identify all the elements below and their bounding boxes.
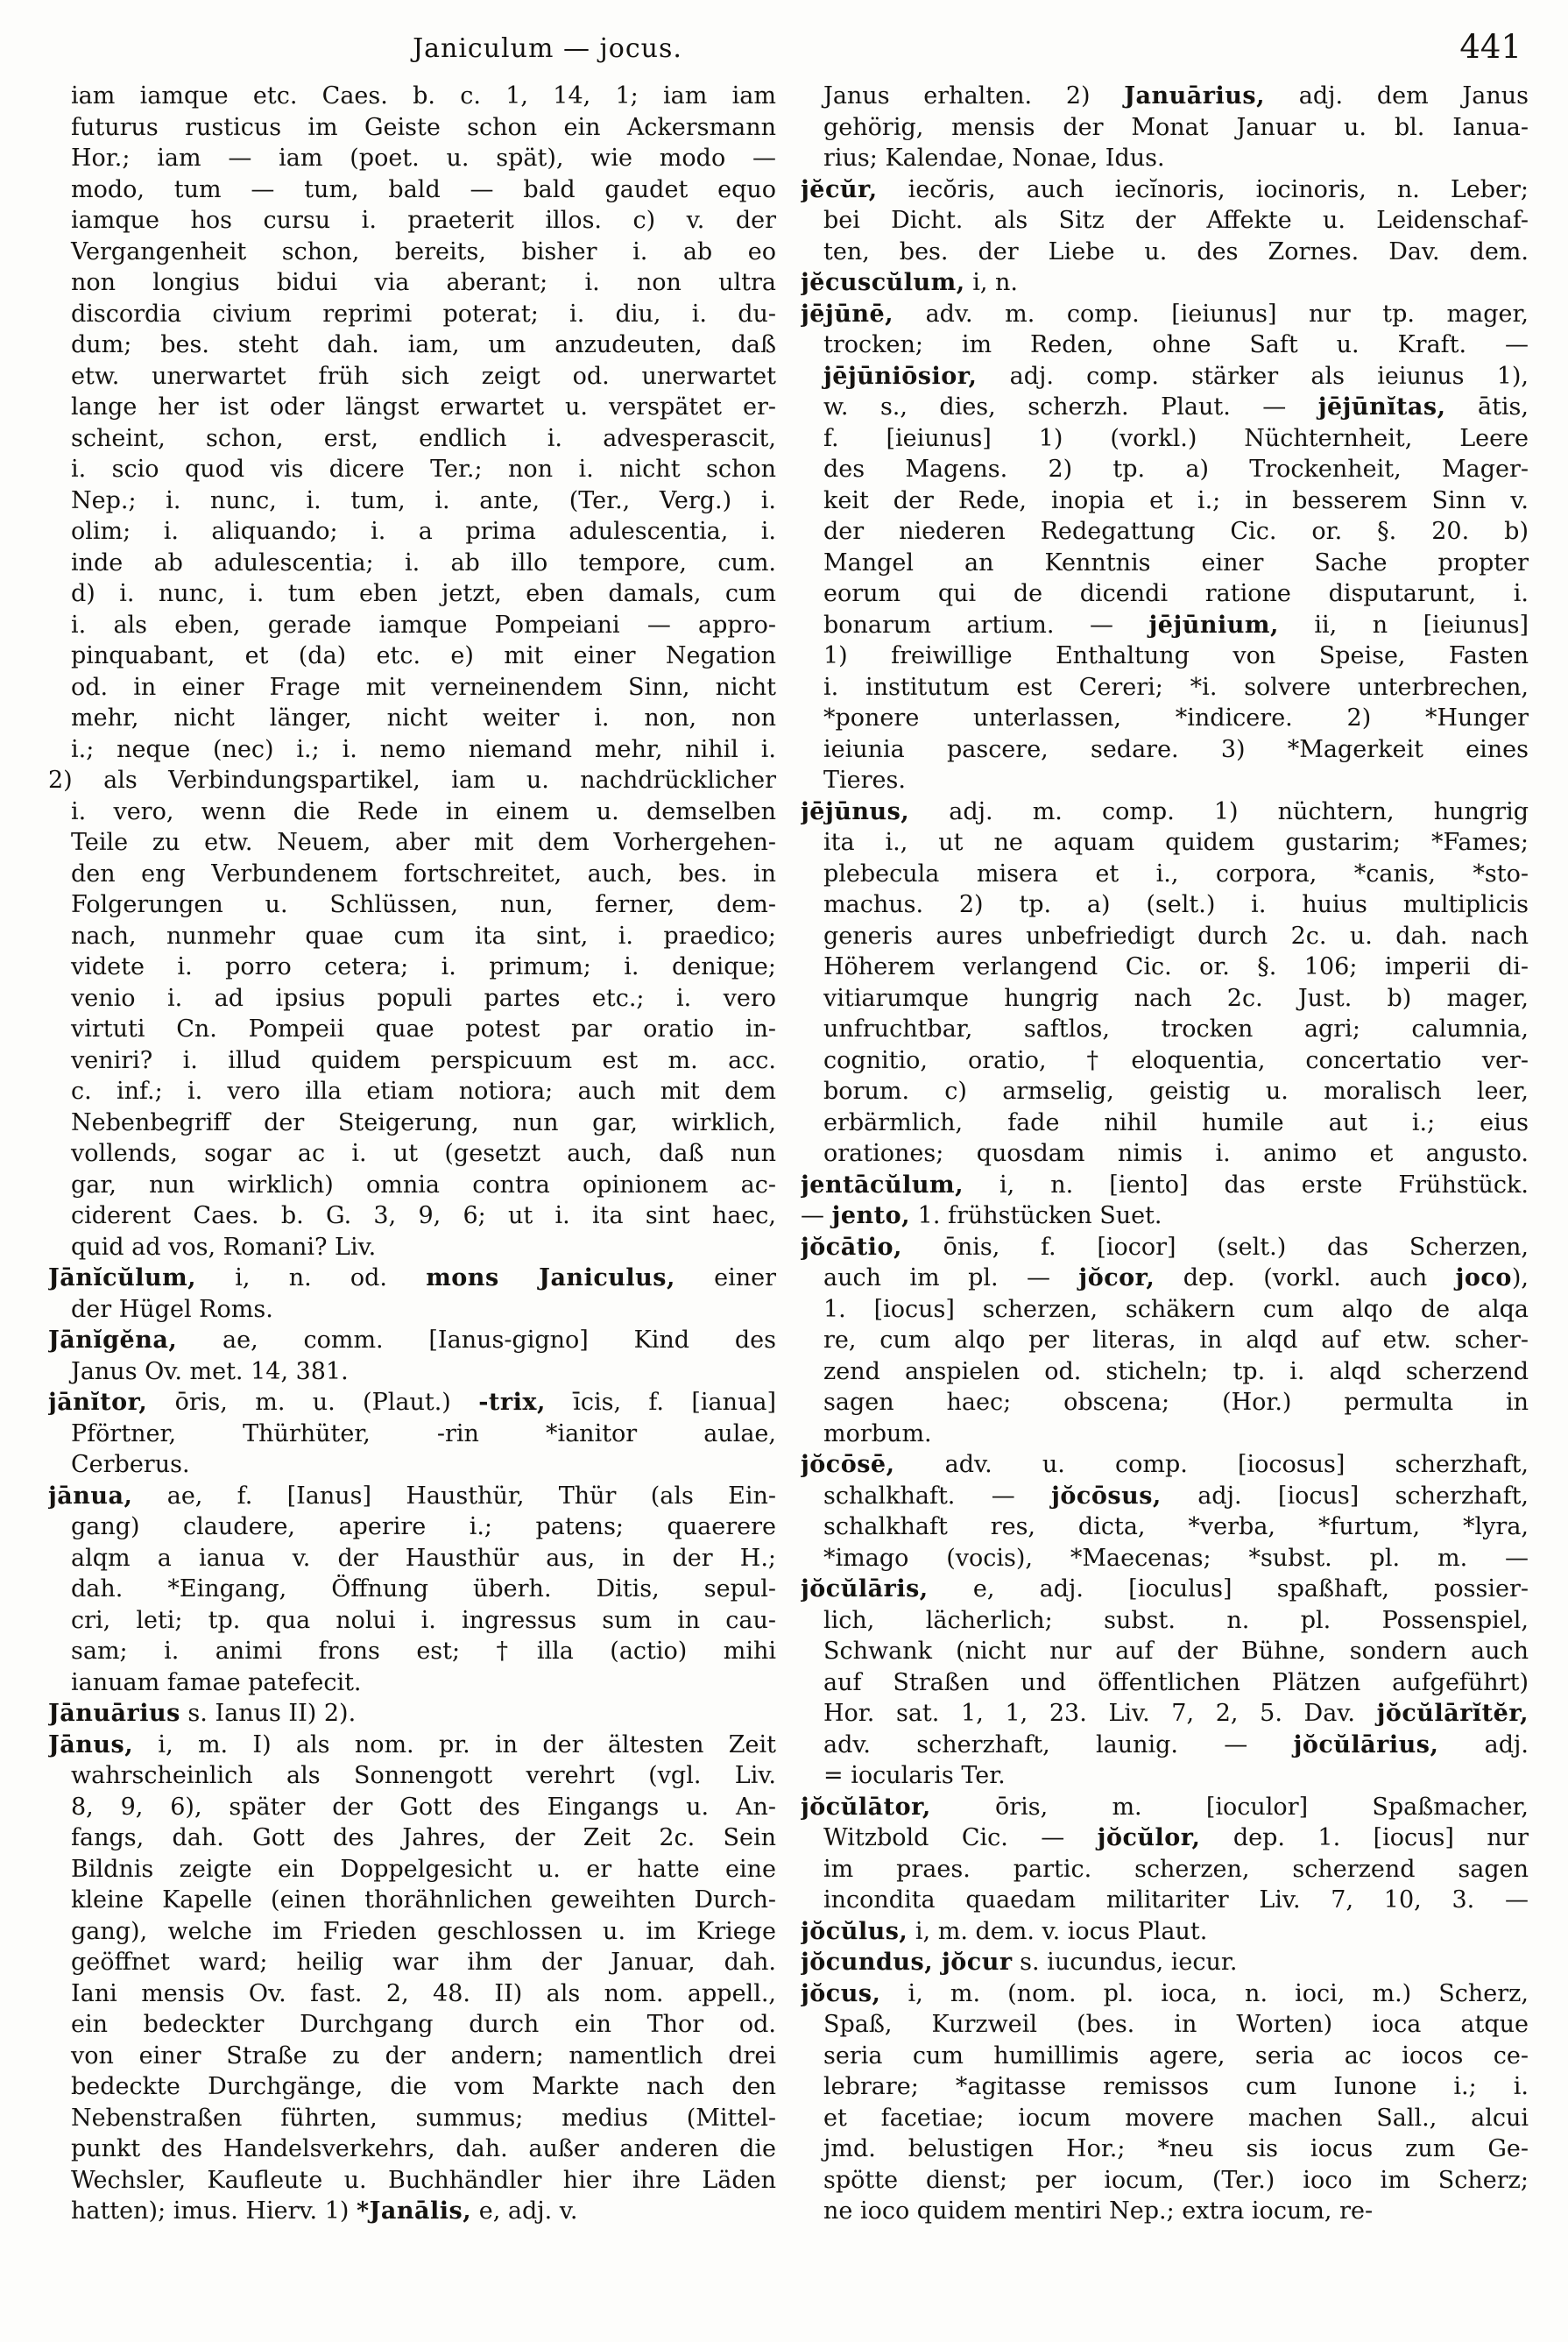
text-line: lebrare; *agitasse remissos cum Iunone i.; i. xyxy=(823,2073,1529,2100)
text-line: *imago (vocis), *Maecenas; *subst. pl. m. — xyxy=(823,1544,1529,1572)
text-line: auf Straßen und öffentlichen Plätzen aufgeführt) xyxy=(823,1668,1529,1696)
text-line: gehörig, mensis der Monat Januar u. bl. Ianua- xyxy=(823,113,1529,141)
page-header xyxy=(48,23,1529,74)
text-line: von einer Straße zu der andern; namentlich drei xyxy=(71,2041,776,2070)
text-line: zend anspielen od. sticheln; tp. i. alqd scherzend xyxy=(823,1357,1529,1385)
text-line: machus. 2) tp. a) (selt.) i. huius multiplicis xyxy=(823,891,1529,918)
text-line: f. [ieiunus] 1) (vorkl.) Nüchternheit, Leere xyxy=(823,424,1529,452)
text-line: jŏcundus, jŏcur s. iucundus, iecur. xyxy=(801,1949,1238,1976)
text-line: auch im pl. — jŏcor, dep. (vorkl. auch joco), xyxy=(823,1264,1529,1291)
text-line: non longius bidui via aberant; i. non ultra xyxy=(71,269,776,296)
text-line: erbärmlich, fade nihil humile aut i.; eius xyxy=(823,1108,1529,1136)
text-line: iam iamque etc. Caes. b. c. 1, 14, 1; iam iam xyxy=(71,82,776,110)
text-line: Spaß, Kurzweil (bes. in Worten) ioca atque xyxy=(823,2011,1529,2038)
text-line: bei Dicht. als Sitz der Affekte u. Leidenschaf- xyxy=(823,207,1529,234)
text-line: adv. scherzhaft, launig. — jŏcŭlārius, adj. xyxy=(823,1730,1529,1758)
text-line: jĕcŭr, iecŏris, auch iecĭnoris, iocinoris, n. Leber; xyxy=(801,175,1529,203)
text-line: virtuti Cn. Pompeii quae potest par oratio in- xyxy=(71,1015,776,1043)
text-line: Jānĭcŭlum, i, n. od. mons Janiculus, einer xyxy=(48,1264,776,1291)
text-line: olim; i. aliquando; i. a prima adulescentia, i. xyxy=(71,518,776,545)
text-line: futurus rusticus im Geiste schon ein Ackersmann xyxy=(71,113,776,141)
text-line: ieiunia pascere, sedare. 3) *Magerkeit eines xyxy=(823,735,1529,763)
text-line: od. in einer Frage mit verneinendem Sinn, nicht xyxy=(71,673,776,701)
text-line: *ponere unterlassen, *indicere. 2) *Hunger xyxy=(823,704,1529,732)
text-line: Schwank (nicht nur auf der Bühne, sondern auch xyxy=(823,1638,1529,1665)
text-line: spötte dienst; per iocum, (Ter.) ioco im Scherz; xyxy=(823,2166,1529,2194)
text-line: — jento, 1. frühstücken Suet. xyxy=(801,1202,1162,1229)
text-line: 1. [iocus] scherzen, schäkern cum alqo de alqa xyxy=(823,1295,1529,1323)
text-line: w. s., dies, scherzh. Plaut. — jējūnĭtas, ātis, xyxy=(823,393,1529,421)
text-line: Janus erhalten. 2) Januārius, adj. dem Janus xyxy=(823,82,1529,110)
text-line: lich, lächerlich; subst. n. pl. Possenspiel, xyxy=(823,1606,1529,1634)
text-line: jānua, ae, f. [Ianus] Hausthür, Thür (als Ein- xyxy=(48,1482,776,1510)
text-line: Cerberus. xyxy=(71,1451,190,1478)
running-head: Janiculum — jocus. xyxy=(413,33,682,64)
text-line: Iani mensis Ov. fast. 2, 48. II) als nom. appell., xyxy=(71,1979,776,2007)
text-line: den eng Verbundenem fortschreitet, auch, bes. in xyxy=(71,860,776,888)
text-line: Höherem verlangend Cic. or. §. 106; imperii di- xyxy=(823,953,1529,980)
text-line: d) i. nunc, i. tum eben jetzt, eben damals, cum xyxy=(71,580,776,607)
text-line: jŏcŭlātor, ōris, m. [ioculor] Spaßmacher, xyxy=(801,1793,1529,1821)
text-line: ne ioco quidem mentiri Nep.; extra iocum, re- xyxy=(823,2197,1374,2225)
text-line: Folgerungen u. Schlüssen, nun, ferner, dem- xyxy=(71,891,776,918)
text-line: alqm a ianua v. der Hausthür aus, in der H.; xyxy=(71,1544,776,1572)
text-line: et facetiae; iocum movere machen Sall., alcui xyxy=(823,2104,1529,2132)
text-line: ten, bes. der Liebe u. des Zornes. Dav. dem. xyxy=(823,237,1529,265)
text-line: dah. *Eingang, Öffnung überh. Ditis, sepul- xyxy=(71,1575,776,1603)
text-line: Hor. sat. 1, 1, 23. Liv. 7, 2, 5. Dav. jŏcŭlārĭtĕr, xyxy=(823,1700,1529,1727)
text-line: etw. unerwartet früh sich zeigt od. unerwartet xyxy=(71,362,776,390)
text-line: ein bedeckter Durchgang durch ein Thor od. xyxy=(71,2011,776,2038)
text-line: jŏcŭlāris, e, adj. [ioculus] spaßhaft, possier- xyxy=(801,1575,1529,1603)
text-line: videte i. porro cetera; i. primum; i. denique; xyxy=(71,953,776,980)
text-line: ita i., ut ne aquam quidem gustarim; *Fames; xyxy=(823,829,1529,856)
text-line: 2) als Verbindungspartikel, iam u. nachdrücklicher xyxy=(48,767,776,794)
text-line: geöffnet ward; heilig war ihm der Januar, dah. xyxy=(71,1949,776,1976)
text-line: i. scio quod vis dicere Ter.; non i. nicht schon xyxy=(71,456,776,483)
text-line: jmd. belustigen Hor.; *neu sis iocus zum Ge- xyxy=(823,2135,1529,2162)
text-line: re, cum alqo per literas, in alqd auf etw. scher- xyxy=(823,1327,1529,1354)
text-line: Tieres. xyxy=(823,767,906,794)
text-line: plebecula misera et i., corpora, *canis, *sto- xyxy=(823,860,1529,888)
text-line: borum. c) armselig, geistig u. moralisch leer, xyxy=(823,1078,1529,1105)
text-line: Pförtner, Thürhüter, -rin *ianitor aulae, xyxy=(71,1419,776,1447)
text-line: gang) claudere, aperire i.; patens; quaerere xyxy=(71,1513,776,1540)
text-line: unfruchtbar, saftlos, trocken agri; calumnia, xyxy=(823,1015,1529,1043)
text-line: pinquabant, et (da) etc. e) mit einer Negation xyxy=(71,642,776,669)
text-line: nach, nunmehr quae cum ita sint, i. praedico; xyxy=(71,922,776,950)
text-line: Jānĭgĕna, ae, comm. [Ianus-gigno] Kind des xyxy=(48,1327,776,1354)
page-number: 441 xyxy=(1459,28,1522,66)
text-line: jĕcuscŭlum, i, n. xyxy=(801,269,1019,296)
text-line: Nebenstraßen führten, summus; medius (Mittel- xyxy=(71,2104,776,2132)
text-line: scheint, schon, erst, endlich i. advesperascit, xyxy=(71,424,776,452)
text-line: Mangel an Kenntnis einer Sache propter xyxy=(823,548,1529,577)
text-line: punkt des Handelsverkehrs, dah. außer anderen die xyxy=(71,2135,776,2162)
text-line: generis aures unbefriedigt durch 2c. u. dah. nach xyxy=(823,922,1529,950)
text-line: discordia civium reprimi poterat; i. diu, i. du- xyxy=(71,300,776,328)
text-line: 1) freiwillige Enthaltung von Speise, Fasten xyxy=(823,642,1529,669)
text-line: morbum. xyxy=(823,1419,932,1447)
text-line: i. institutum est Cereri; *i. solvere unterbrechen, xyxy=(823,673,1529,701)
text-line: Nebenbegriff der Steigerung, nun gar, wirklich, xyxy=(71,1108,776,1136)
text-line: Witzbold Cic. — jŏcŭlor, dep. 1. [iocus] nur xyxy=(823,1824,1529,1851)
text-line: orationes; quosdam nimis i. animo et angusto. xyxy=(823,1140,1529,1167)
text-line: Teile zu etw. Neuem, aber mit dem Vorhergehen- xyxy=(71,829,776,856)
text-line: der niederen Redegattung Cic. or. §. 20. b) xyxy=(823,518,1529,545)
text-line: seria cum humillimis agere, seria ac iocos ce- xyxy=(823,2041,1529,2070)
text-line: ianuam famae patefecit. xyxy=(71,1668,362,1696)
text-line: lange her ist oder längst erwartet u. verspätet er- xyxy=(71,393,776,421)
text-line: gang), welche im Frieden geschlossen u. im Kriege xyxy=(71,1917,776,1945)
text-line: cri, leti; tp. qua nolui i. ingressus sum in cau- xyxy=(71,1606,776,1634)
text-line: Wechsler, Kaufleute u. Buchhändler hier ihre Läden xyxy=(71,2166,776,2194)
text-line: jŏcŭlus, i, m. dem. v. iocus Plaut. xyxy=(801,1917,1208,1945)
text-line: jŏcus, i, m. (nom. pl. ioca, n. ioci, m.) Scherz, xyxy=(801,1979,1529,2007)
text-line: trocken; im Reden, ohne Saft u. Kraft. — xyxy=(823,331,1529,358)
text-line: jŏcōsē, adv. u. comp. [iocosus] scherzhaft, xyxy=(801,1451,1529,1478)
text-line: jējūnē, adv. m. comp. [ieiunus] nur tp. mager, xyxy=(801,300,1529,328)
text-line: Vergangenheit schon, bereits, bisher i. ab eo xyxy=(71,237,776,265)
text-line: jānĭtor, ōris, m. u. (Plaut.) -trix, īcis, f. [ianua] xyxy=(48,1389,776,1416)
text-line: Bildnis zeigte ein Doppelgesicht u. er hatte eine xyxy=(71,1855,776,1883)
text-line: i.; neque (nec) i.; i. nemo niemand mehr, nihil i. xyxy=(71,735,776,763)
text-line: im praes. partic. scherzen, scherzend sagen xyxy=(823,1855,1529,1883)
text-line: cognitio, oratio, †eloquentia, concertatio ver- xyxy=(823,1046,1529,1074)
column-right xyxy=(801,81,1529,2227)
text-line: eorum qui de dicendi ratione disputarunt, i. xyxy=(823,580,1529,607)
text-line: vollends, sogar ac i. ut (gesetzt auch, daß nun xyxy=(71,1140,776,1167)
text-line: i. als eben, gerade iamque Pompeiani — appro- xyxy=(71,611,776,639)
text-columns xyxy=(48,81,1529,2227)
text-line: quid ad vos, Romani? Liv. xyxy=(71,1233,377,1261)
text-line: jējūnus, adj. m. comp. 1) nüchtern, hungrig xyxy=(801,797,1529,825)
text-line: dum; bes. steht dah. iam, um anzudeuten, daß xyxy=(71,331,776,358)
text-line: ciderent Caes. b. G. 3, 9, 6; ut i. ita sint haec, xyxy=(71,1202,776,1229)
text-line: Nep.; i. nunc, i. tum, i. ante, (Ter., Verg.) i. xyxy=(71,486,776,514)
text-line: jŏcātio, ōnis, f. [iocor] (selt.) das Scherzen, xyxy=(801,1233,1529,1261)
text-line: jentācŭlum, i, n. [iento] das erste Frühstück. xyxy=(801,1171,1529,1199)
text-line: wahrscheinlich als Sonnengott verehrt (vgl. Liv. xyxy=(71,1762,776,1789)
text-line: mehr, nicht länger, nicht weiter i. non, non xyxy=(71,704,776,732)
text-line: der Hügel Roms. xyxy=(71,1295,273,1323)
text-line: sam; i. animi frons est; †illa (actio) mihi xyxy=(71,1638,776,1665)
text-line: gar, nun wirklich) omnia contra opinionem ac- xyxy=(71,1171,776,1199)
text-line: veniri? i. illud quidem perspicuum est m. acc. xyxy=(71,1046,776,1074)
text-line: incondita quaedam militariter Liv. 7, 10, 3. — xyxy=(823,1886,1529,1914)
text-line: jējūniōsior, adj. comp. stärker als ieiunus 1), xyxy=(823,362,1529,390)
text-line: keit der Rede, inopia et i.; in besserem Sinn v. xyxy=(823,486,1529,514)
text-line: kleine Kapelle (einen thorähnlichen geweihten Durch- xyxy=(71,1886,776,1914)
text-line: bedeckte Durchgänge, die vom Markte nach den xyxy=(71,2073,776,2100)
text-line: 8, 9, 6), später der Gott des Eingangs u. An- xyxy=(71,1793,776,1821)
text-line: fangs, dah. Gott des Jahres, der Zeit 2c. Sein xyxy=(71,1824,776,1851)
text-line: bonarum artium. — jējūnium, ii, n [ieiunus] xyxy=(823,611,1529,639)
text-line: modo, tum — tum, bald — bald gaudet equo xyxy=(71,175,776,203)
column-left xyxy=(48,81,776,2227)
text-line: Jānus, i, m. I) als nom. pr. in der ältesten Zeit xyxy=(48,1730,776,1758)
text-line: schalkhaft res, dicta, *verba, *furtum, *lyra, xyxy=(823,1513,1529,1540)
text-line: vitiarumque hungrig nach 2c. Just. b) mager, xyxy=(823,984,1529,1012)
text-line: iamque hos cursu i. praeterit illos. c) v. der xyxy=(71,207,776,234)
text-line: des Magens. 2) tp. a) Trockenheit, Mager- xyxy=(823,456,1529,483)
text-line: schalkhaft. — jŏcōsus, adj. [iocus] scherzhaft, xyxy=(823,1482,1529,1510)
text-line: Jānuārius s. Ianus II) 2). xyxy=(48,1700,357,1727)
text-line: venio i. ad ipsius populi partes etc.; i. vero xyxy=(71,984,776,1012)
text-line: inde ab adulescentia; i. ab illo tempore, cum. xyxy=(71,548,776,577)
text-line: rius; Kalendae, Nonae, Idus. xyxy=(823,145,1165,172)
text-line: i. vero, wenn die Rede in einem u. demselben xyxy=(71,797,776,825)
text-line: = iocularis Ter. xyxy=(823,1762,1006,1789)
text-line: hatten); imus. Hierv. 1) *Janālis, e, adj. v. xyxy=(71,2197,578,2225)
text-line: Hor.; iam — iam (poet. u. spät), wie modo — xyxy=(71,145,776,172)
text-line: Janus Ov. met. 14, 381. xyxy=(71,1357,349,1385)
text-line: c. inf.; i. vero illa etiam notiora; auch mit dem xyxy=(71,1078,776,1105)
text-line: sagen haec; obscena; (Hor.) permulta in xyxy=(823,1389,1529,1416)
